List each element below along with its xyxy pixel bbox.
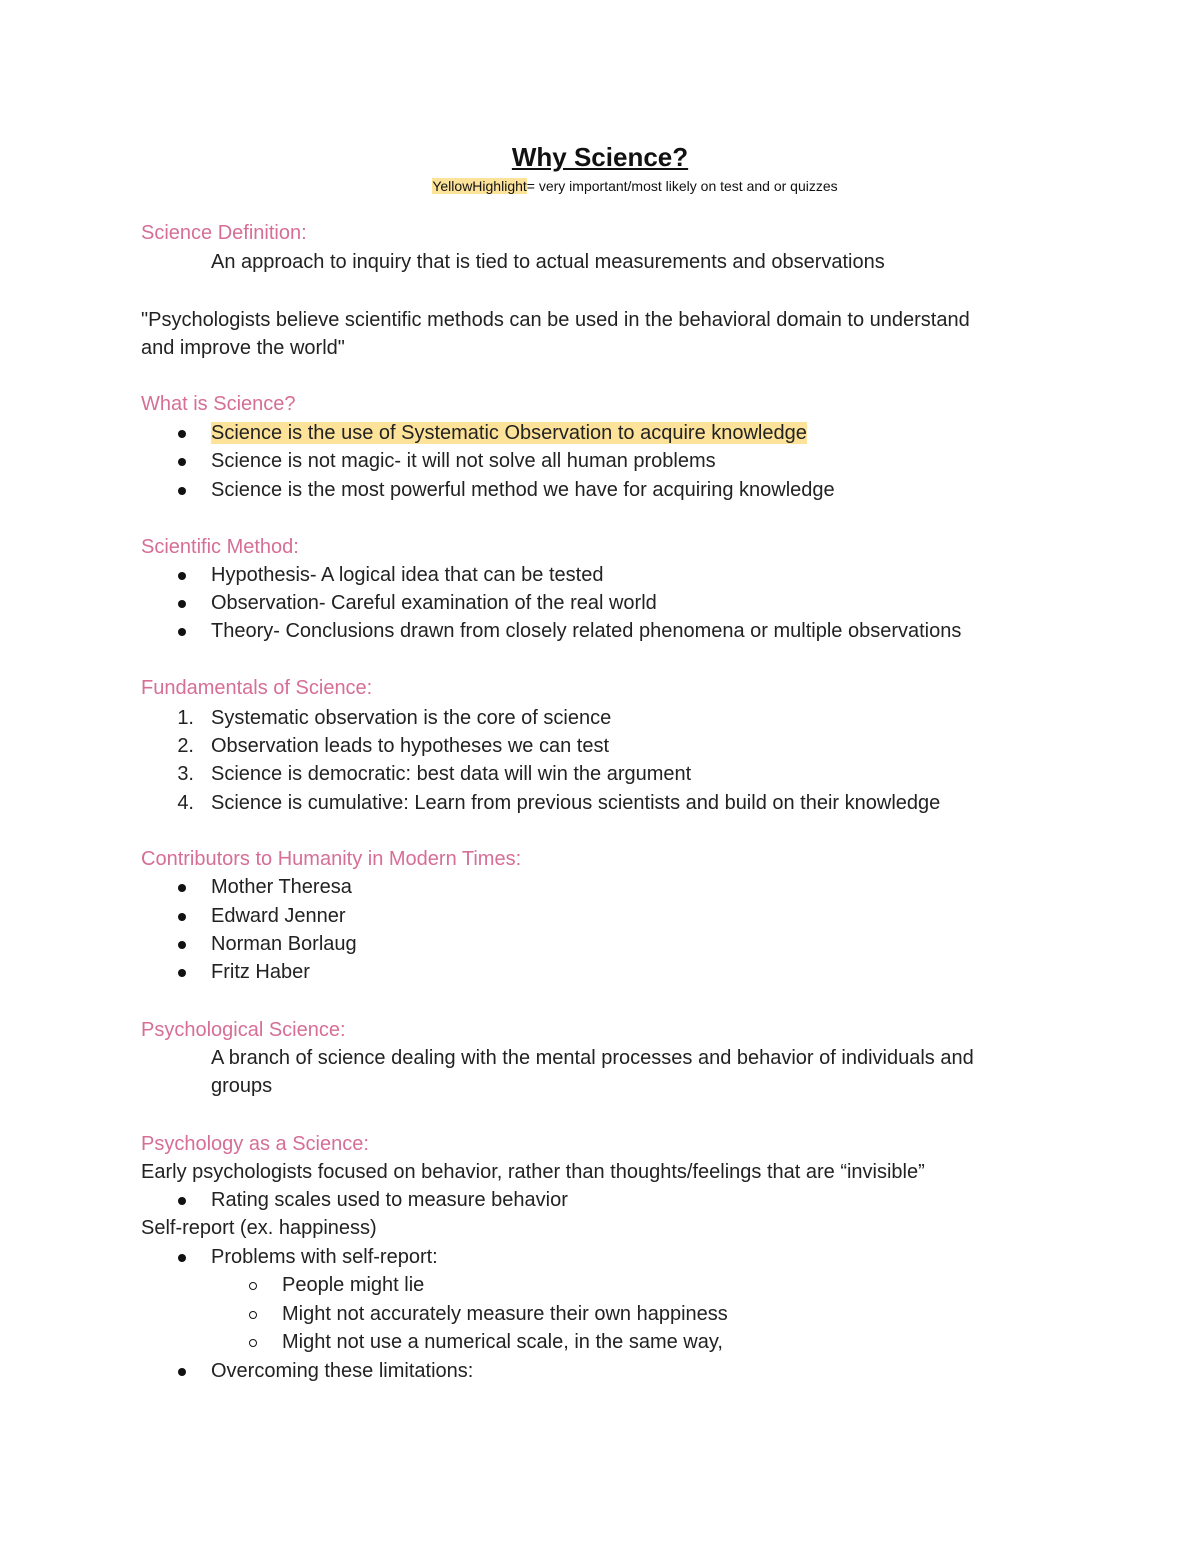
- list-item: Science is democratic: best data will win the argument: [211, 763, 692, 785]
- bullet-icon: [178, 1368, 186, 1376]
- bullet-icon: [178, 1197, 186, 1205]
- list-item: Norman Borlaug: [211, 933, 357, 955]
- bullet-icon: [178, 884, 186, 892]
- highlighted-text: Science is the use of Systematic Observation to acquire knowledge: [211, 422, 807, 444]
- bullet-icon: [178, 458, 186, 466]
- heading-contributors: Contributors to Humanity in Modern Times:: [141, 848, 522, 870]
- heading-fundamentals: Fundamentals of Science:: [141, 677, 373, 699]
- definition-text: An approach to inquiry that is tied to actual measurements and observations: [211, 251, 885, 273]
- heading-science-definition: Science Definition:: [141, 222, 307, 244]
- list-item: Observation leads to hypotheses we can test: [211, 735, 610, 757]
- list-item: Edward Jenner: [211, 905, 346, 927]
- heading-psychology-as-science: Psychology as a Science:: [141, 1133, 369, 1155]
- list-item: Science is the most powerful method we have for acquiring knowledge: [211, 479, 835, 501]
- bullet-icon: [178, 913, 186, 921]
- list-item: [211, 419, 807, 447]
- bullet-icon: [178, 487, 186, 495]
- sub-list-item: Might not accurately measure their own happiness: [282, 1303, 728, 1325]
- list-number: 3.: [177, 763, 194, 785]
- intro-text: Early psychologists focused on behavior, rather than thoughts/feelings that are “invisible”: [141, 1161, 925, 1183]
- bullet-icon: [178, 1254, 186, 1262]
- hollow-bullet-icon: [249, 1339, 257, 1347]
- sub-list-item: Might not use a numerical scale, in the same way,: [282, 1331, 723, 1353]
- bullet-icon: [178, 941, 186, 949]
- list-item: Theory- Conclusions drawn from closely related phenomena or multiple observations: [211, 620, 962, 642]
- heading-psychological-science: Psychological Science:: [141, 1019, 346, 1041]
- list-item: Observation- Careful examination of the real world: [211, 592, 657, 614]
- list-item: Problems with self-report:: [211, 1246, 438, 1268]
- bullet-icon: [178, 430, 186, 438]
- list-item: Mother Theresa: [211, 876, 352, 898]
- quote-line-2: and improve the world": [141, 337, 345, 359]
- bullet-icon: [178, 969, 186, 977]
- list-item: Systematic observation is the core of science: [211, 707, 612, 729]
- legend-highlight-sample: YellowHighlight: [432, 178, 527, 194]
- list-item: Hypothesis- A logical idea that can be tested: [211, 564, 604, 586]
- self-report-text: Self-report (ex. happiness): [141, 1217, 377, 1239]
- heading-what-is-science: What is Science?: [141, 393, 296, 415]
- legend-text: = very important/most likely on test and or quizzes: [526, 178, 838, 194]
- bullet-icon: [178, 572, 186, 580]
- hollow-bullet-icon: [249, 1282, 257, 1290]
- list-item: Rating scales used to measure behavior: [211, 1189, 568, 1211]
- heading-scientific-method: Scientific Method:: [141, 536, 299, 558]
- psych-science-line-2: groups: [211, 1075, 273, 1097]
- quote-line-1: "Psychologists believe scientific methods can be used in the behavioral domain to understand: [141, 309, 970, 331]
- bullet-icon: [178, 600, 186, 608]
- hollow-bullet-icon: [249, 1311, 257, 1319]
- list-item: Science is cumulative: Learn from previous scientists and build on their knowledge: [211, 792, 941, 814]
- list-item: Overcoming these limitations:: [211, 1360, 474, 1382]
- highlight-legend: [0, 176, 1200, 196]
- list-number: 1.: [177, 707, 194, 729]
- page-title: Why Science?: [511, 142, 689, 172]
- sub-list-item: People might lie: [282, 1274, 425, 1296]
- list-item: Fritz Haber: [211, 961, 310, 983]
- list-number: 2.: [177, 735, 194, 757]
- bullet-icon: [178, 628, 186, 636]
- psych-science-line-1: A branch of science dealing with the mental processes and behavior of individuals and: [211, 1047, 974, 1069]
- list-item: Science is not magic- it will not solve all human problems: [211, 450, 716, 472]
- list-number: 4.: [177, 792, 194, 814]
